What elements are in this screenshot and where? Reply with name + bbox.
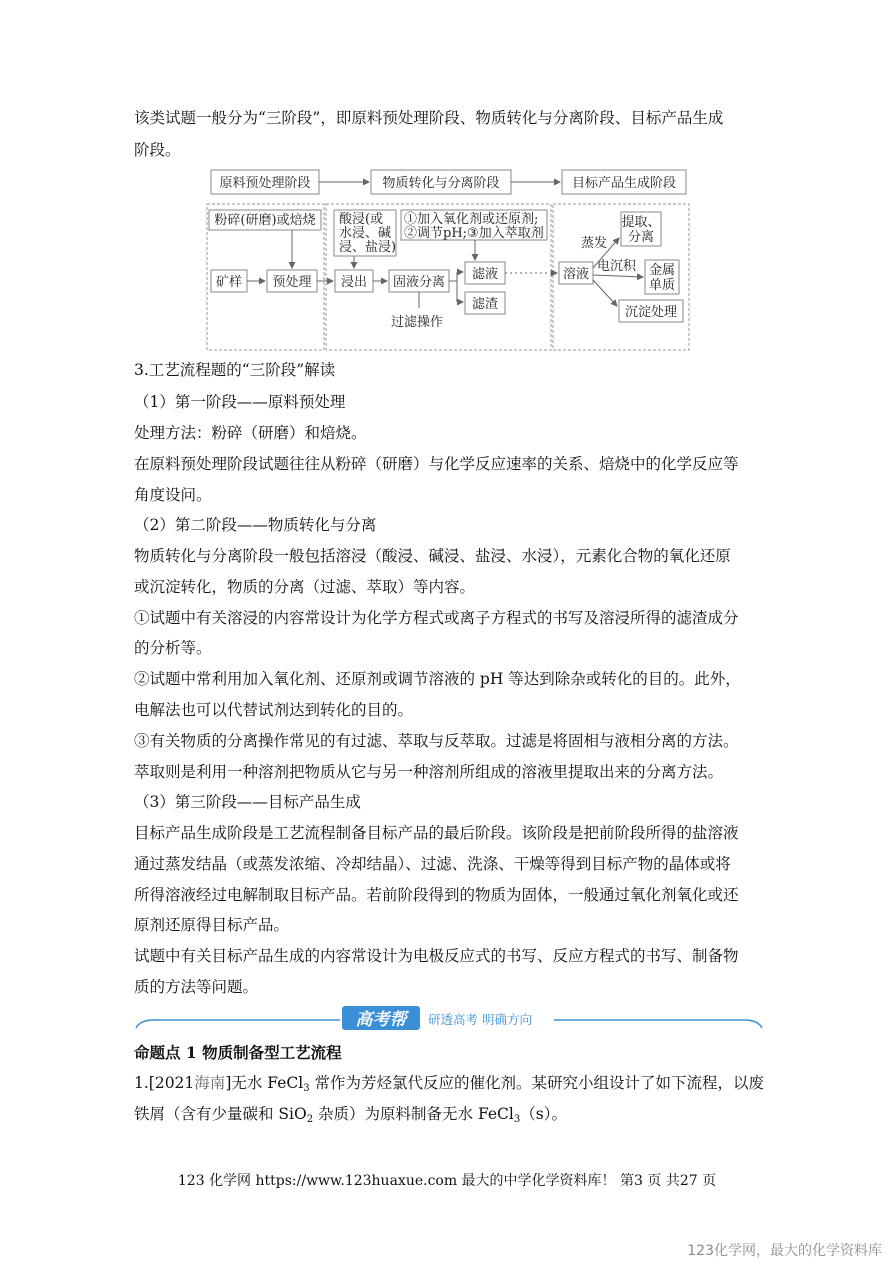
banner-slogan: 研透高考 明确方向 xyxy=(428,1012,532,1027)
question-line-1 xyxy=(134,1073,764,1099)
crush-label: 粉碎(研磨)或焙烧 xyxy=(214,213,316,228)
stage3-label: 目标产品生成阶段 xyxy=(571,176,677,191)
question-sub-1: 3 xyxy=(303,1083,310,1094)
metal-1: 金属 xyxy=(648,263,676,278)
stage3-p1a: 目标产品生成阶段是工艺流程制备目标产品的最后阶段。该阶段是把前阶段所得的盐溶液 xyxy=(134,824,739,842)
stage2-p4a: ③有关物质的分离操作常见的有过滤、萃取与反萃取。过滤是将固相与液相分离的方法。 xyxy=(134,732,739,750)
filtrate-label: 滤液 xyxy=(471,267,499,282)
question-sub-2: 2 xyxy=(306,1114,314,1125)
banner-badge: 高考帮 xyxy=(355,1010,407,1030)
stage2-p4b: 萃取则是利用一种溶剂把物质从它与另一种溶剂所组成的溶液里提取出来的分离方法。 xyxy=(134,763,724,781)
stage1-p1: 处理方法：粉碎（研磨）和焙烧。 xyxy=(134,424,367,442)
residue-label: 滤渣 xyxy=(471,297,499,312)
intro-line-2: 阶段。 xyxy=(134,141,181,159)
stage3-p2b: 质的方法等问题。 xyxy=(134,978,259,996)
question-text-a: ]无水 FeCl xyxy=(225,1074,304,1092)
stage1-label: 原料预处理阶段 xyxy=(219,176,311,191)
question-text-b: 常作为芳烃氯代反应的催化剂。某研究小组设计了如下流程，以废 xyxy=(309,1074,764,1092)
evaporate-label: 蒸发 xyxy=(581,236,608,251)
question-line-2 xyxy=(134,1104,567,1130)
extract-1: 提取、 xyxy=(621,215,661,230)
gaokaobang-banner xyxy=(134,1004,764,1032)
source-stamp: 海南 xyxy=(194,1074,226,1092)
stage1-title: （1）第一阶段——原料预处理 xyxy=(134,393,346,411)
page-footer: 123 化学网 https://www.123huaxue.com 最大的中学化学资料库！ 第3 页 共27 页 xyxy=(177,1173,717,1189)
stage2-label: 物质转化与分离阶段 xyxy=(382,176,500,191)
stage2-p1b: 或沉淀转化，物质的分离（过滤、萃取）等内容。 xyxy=(134,578,476,596)
ore-label: 矿样 xyxy=(215,275,243,290)
reagent-1: ①加入氧化剂或还原剂; xyxy=(404,212,539,227)
question-line2-b: 杂质）为原料制备无水 FeCl xyxy=(313,1105,514,1123)
leach-types-3: 浸、盐浸) xyxy=(339,240,397,255)
topic-title: 命题点 1 物质制备型工艺流程 xyxy=(134,1043,342,1062)
stage3-p1c: 所得溶液经过电解制取目标产品。若前阶段得到的物质为固体，一般通过氧化剂氧化或还 xyxy=(134,886,739,904)
question-prefix: 1.[2021 xyxy=(134,1074,195,1092)
question-line2-a: 铁屑（含有少量碳和 SiO xyxy=(134,1105,307,1123)
stage1-p2a: 在原料预处理阶段试题往往从粉碎（研磨）与化学反应速率的关系、焙烧中的化学反应等 xyxy=(134,455,739,473)
stage2-p2a: ①试题中有关溶浸的内容常设计为化学方程式或离子方程式的书写及溶浸所得的滤渣成分 xyxy=(134,609,739,627)
site-watermark: 123化学网，最大的化学资料库 xyxy=(687,1243,882,1259)
section-heading: 3.工艺流程题的“三阶段”解读 xyxy=(134,361,336,379)
stage3-p1d: 原剂还原得目标产品。 xyxy=(134,916,290,934)
stage2-p1a: 物质转化与分离阶段一般包括溶浸（酸浸、碱浸、盐浸、水浸），元素化合物的氧化还原 xyxy=(134,547,731,565)
stage2-p2b: 的分析等。 xyxy=(134,639,212,657)
pretreat-label: 预处理 xyxy=(272,275,312,290)
process-flowchart xyxy=(205,166,695,354)
solution-label: 溶液 xyxy=(562,267,590,282)
stage1-p2b: 角度设问。 xyxy=(134,486,212,504)
question-line2-c: （s）。 xyxy=(520,1105,567,1123)
metal-2: 单质 xyxy=(648,278,676,293)
stage3-p1b: 通过蒸发结晶（或蒸发浓缩、冷却结晶）、过滤、洗涤、干燥等得到目标产物的晶体或将 xyxy=(134,855,731,873)
stage2-p3a: ②试题中常利用加入氧化剂、还原剂或调节溶液的 pH 等达到除杂或转化的目的。此外， xyxy=(134,670,741,688)
precip-label: 沉淀处理 xyxy=(624,305,678,320)
stage3-title: （3）第三阶段——目标产品生成 xyxy=(134,793,361,811)
electro-label: 电沉积 xyxy=(597,259,637,274)
stage2-p3b: 电解法也可以代替试剂达到转化的目的。 xyxy=(134,701,414,719)
filter-op-label: 过滤操作 xyxy=(391,315,444,330)
separation-label: 固液分离 xyxy=(392,275,446,290)
stage3-p2a: 试题中有关目标产品生成的内容常设计为电极反应式的书写、反应方程式的书写、制备物 xyxy=(134,947,739,965)
leach-types-2: 水浸、碱 xyxy=(339,226,392,241)
question-sub-3: 3 xyxy=(513,1114,521,1125)
extract-2: 分离 xyxy=(627,230,655,245)
leach-label: 浸出 xyxy=(340,275,368,290)
leach-types-1: 酸浸(或 xyxy=(339,212,384,227)
stage2-title: （2）第二阶段——物质转化与分离 xyxy=(134,516,377,534)
intro-line-1: 该类试题一般分为“三阶段”，即原料预处理阶段、物质转化与分离阶段、目标产品生成 xyxy=(134,109,724,127)
reagent-2: ②调节pH;③加入萃取剂 xyxy=(404,226,544,241)
